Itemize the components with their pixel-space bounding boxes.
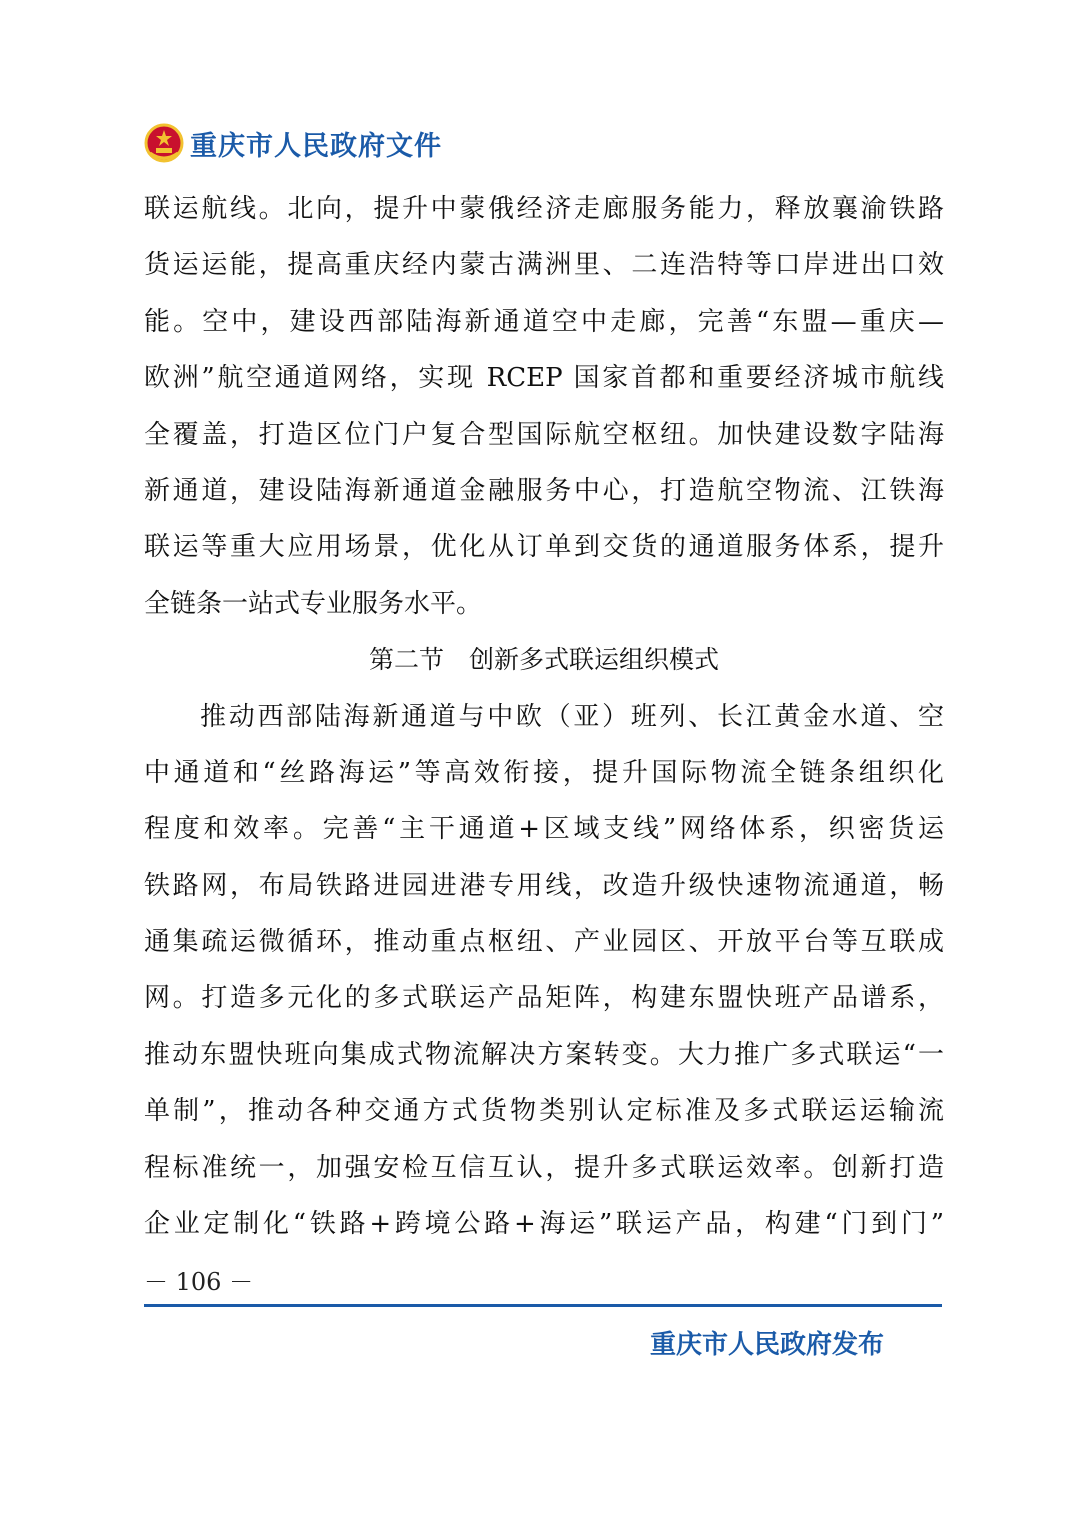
document-header [144, 118, 442, 168]
text-line: 欧洲”航空通道网络，实现 RCEP 国家首都和重要经济城市航线 [144, 363, 944, 394]
page-number: － 106 － [144, 1268, 254, 1296]
section-heading: 第二节 创新多式联运组织模式 [368, 645, 719, 675]
text-line: 程度和效率。完善“主干通道+区域支线”网络体系，织密货运 [144, 814, 944, 845]
document-body [144, 181, 944, 1252]
text-line: 企业定制化“铁路+跨境公路+海运”联运产品，构建“门到门” [144, 1209, 944, 1240]
text-line: 中通道和“丝路海运”等高效衔接，提升国际物流全链条组织化 [144, 757, 944, 788]
text-line: 单制”，推动各种交通方式货物类别认定标准及多式联运运输流 [144, 1096, 944, 1127]
text-line: 铁路网，布局铁路进园进港专用线，改造升级快速物流通道，畅 [144, 870, 944, 901]
national-emblem-icon [144, 123, 184, 163]
text-line: 推动东盟快班向集成式物流解决方案转变。大力推广多式联运“一 [144, 1039, 944, 1070]
text-line: 联运航线。北向，提升中蒙俄经济走廊服务能力，释放襄渝铁路 [144, 194, 944, 224]
text-line: 全链条一站式专业服务水平。 [144, 588, 483, 619]
header-title: 重庆市人民政府文件 [190, 130, 442, 162]
text-line: 程标准统一，加强安检互信互认，提升多式联运效率。创新打造 [144, 1152, 944, 1183]
text-line: 推动西部陆海新通道与中欧（亚）班列、长江黄金水道、空 [200, 701, 944, 732]
text-line: 货运运能，提高重庆经内蒙古满洲里、二连浩特等口岸进出口效 [144, 250, 944, 281]
text-line: 联运等重大应用场景，优化从订单到交货的通道服务体系，提升 [144, 532, 944, 563]
text-line: 新通道，建设陆海新通道金融服务中心，打造航空物流、江铁海 [144, 475, 944, 506]
footer-publisher: 重庆市人民政府发布 [650, 1330, 885, 1360]
text-line: 能。空中，建设西部陆海新通道空中走廊，完善“东盟—重庆— [144, 306, 944, 337]
text-line: 全覆盖，打造区位门户复合型国际航空枢纽。加快建设数字陆海 [144, 419, 944, 450]
text-line: 通集疏运微循环，推动重点枢纽、产业园区、开放平台等互联成 [144, 927, 944, 958]
text-line: 网。打造多元化的多式联运产品矩阵，构建东盟快班产品谱系， [144, 983, 944, 1014]
footer-divider [144, 1304, 942, 1307]
